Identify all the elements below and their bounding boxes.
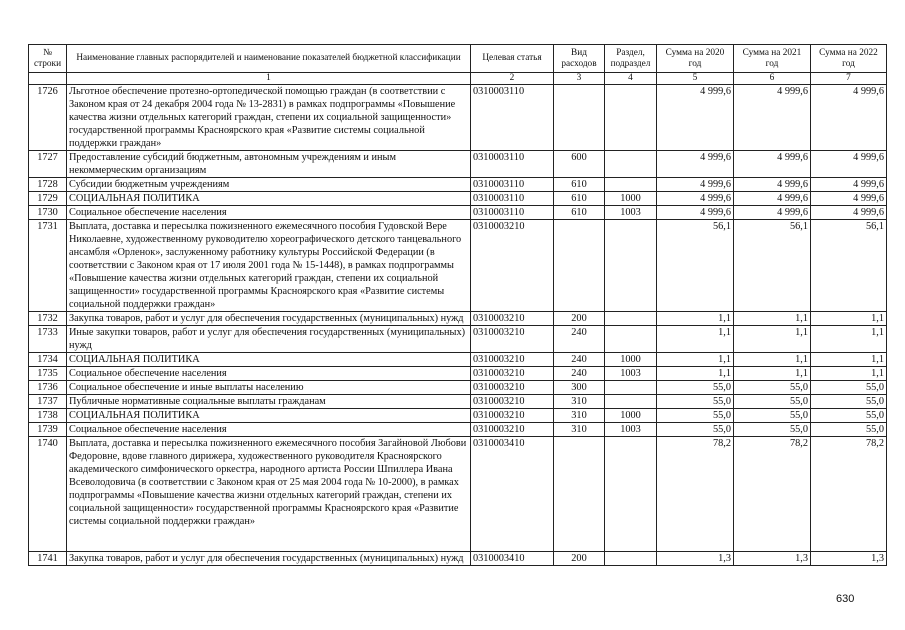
row-expense-type: 200 bbox=[554, 552, 605, 566]
row-target-code: 0310003410 bbox=[471, 437, 554, 552]
column-number: 3 bbox=[554, 73, 605, 85]
table-row bbox=[29, 381, 887, 395]
row-section bbox=[605, 381, 657, 395]
row-name: Социальное обеспечение и иные выплаты населению bbox=[67, 381, 471, 395]
row-number: 1739 bbox=[29, 423, 67, 437]
row-sum-2021: 56,1 bbox=[734, 220, 811, 312]
row-expense-type bbox=[554, 85, 605, 151]
row-name: Социальное обеспечение населения bbox=[67, 367, 471, 381]
row-number: 1729 bbox=[29, 192, 67, 206]
header-target: Целевая статья bbox=[471, 45, 554, 73]
row-section: 1003 bbox=[605, 423, 657, 437]
row-section: 1003 bbox=[605, 367, 657, 381]
row-sum-2022: 1,1 bbox=[811, 326, 887, 353]
row-number: 1735 bbox=[29, 367, 67, 381]
table-row bbox=[29, 423, 887, 437]
row-name: СОЦИАЛЬНАЯ ПОЛИТИКА bbox=[67, 409, 471, 423]
row-sum-2021: 4 999,6 bbox=[734, 178, 811, 192]
row-expense-type: 610 bbox=[554, 206, 605, 220]
row-sum-2022: 55,0 bbox=[811, 423, 887, 437]
row-sum-2020: 4 999,6 bbox=[657, 206, 734, 220]
row-name: Закупка товаров, работ и услуг для обеспечения государственных (муниципальных) нужд bbox=[67, 312, 471, 326]
row-target-code: 0310003210 bbox=[471, 423, 554, 437]
row-sum-2021: 78,2 bbox=[734, 437, 811, 552]
column-number: 6 bbox=[734, 73, 811, 85]
row-sum-2022: 55,0 bbox=[811, 395, 887, 409]
row-section: 1003 bbox=[605, 206, 657, 220]
row-expense-type: 300 bbox=[554, 381, 605, 395]
row-section: 1000 bbox=[605, 192, 657, 206]
row-sum-2020: 56,1 bbox=[657, 220, 734, 312]
row-sum-2022: 55,0 bbox=[811, 409, 887, 423]
row-sum-2020: 1,1 bbox=[657, 326, 734, 353]
row-number: 1728 bbox=[29, 178, 67, 192]
header-sum-2021: Сумма на 2021 год bbox=[734, 45, 811, 73]
table-row bbox=[29, 85, 887, 151]
row-section bbox=[605, 220, 657, 312]
row-target-code: 0310003210 bbox=[471, 409, 554, 423]
row-target-code: 0310003210 bbox=[471, 312, 554, 326]
row-section bbox=[605, 151, 657, 178]
row-sum-2022: 4 999,6 bbox=[811, 178, 887, 192]
column-number: 2 bbox=[471, 73, 554, 85]
row-sum-2021: 4 999,6 bbox=[734, 151, 811, 178]
row-sum-2020: 1,1 bbox=[657, 312, 734, 326]
row-target-code: 0310003110 bbox=[471, 206, 554, 220]
table-row bbox=[29, 552, 887, 566]
page-number: 630 bbox=[836, 593, 855, 605]
row-number: 1732 bbox=[29, 312, 67, 326]
row-sum-2022: 4 999,6 bbox=[811, 192, 887, 206]
row-expense-type: 610 bbox=[554, 178, 605, 192]
row-sum-2020: 78,2 bbox=[657, 437, 734, 552]
row-name: Публичные нормативные социальные выплаты гражданам bbox=[67, 395, 471, 409]
row-section bbox=[605, 437, 657, 552]
row-section bbox=[605, 178, 657, 192]
header-name: Наименование главных распорядителей и наименование показателей бюджетной классификации bbox=[67, 45, 471, 73]
row-sum-2021: 55,0 bbox=[734, 423, 811, 437]
row-sum-2020: 1,1 bbox=[657, 367, 734, 381]
row-sum-2020: 1,3 bbox=[657, 552, 734, 566]
row-expense-type: 310 bbox=[554, 409, 605, 423]
row-sum-2020: 4 999,6 bbox=[657, 151, 734, 178]
row-sum-2020: 4 999,6 bbox=[657, 178, 734, 192]
row-name: Выплата, доставка и пересылка пожизненного ежемесячного пособия Гудовской Вере Николаевне, художественному руководителю хореографического детского танцевального ансамбля «Орленок», заслуженному работнику культуры Российской Федерации (в соответствии с Законом края от 17 июля 2001 года № 15-1448), в рамках подпрограммы «Повышение качества жизни отдельных категорий граждан, степени их социальной защищенности» государственной программы Красноярского края «Развитие системы социальной поддержки граждан» bbox=[67, 220, 471, 312]
row-name: Социальное обеспечение населения bbox=[67, 423, 471, 437]
table-row bbox=[29, 206, 887, 220]
row-sum-2022: 4 999,6 bbox=[811, 151, 887, 178]
table-row bbox=[29, 326, 887, 353]
header-expense-type: Вид расходов bbox=[554, 45, 605, 73]
row-sum-2021: 4 999,6 bbox=[734, 206, 811, 220]
row-sum-2020: 1,1 bbox=[657, 353, 734, 367]
row-sum-2021: 1,1 bbox=[734, 312, 811, 326]
table-row bbox=[29, 192, 887, 206]
row-sum-2021: 1,1 bbox=[734, 353, 811, 367]
table-body bbox=[29, 85, 887, 566]
table-row bbox=[29, 409, 887, 423]
row-number: 1733 bbox=[29, 326, 67, 353]
column-numbers-row bbox=[29, 73, 887, 85]
row-target-code: 0310003210 bbox=[471, 367, 554, 381]
table-row bbox=[29, 367, 887, 381]
row-sum-2021: 4 999,6 bbox=[734, 192, 811, 206]
row-section: 1000 bbox=[605, 353, 657, 367]
row-sum-2021: 4 999,6 bbox=[734, 85, 811, 151]
budget-sheet bbox=[28, 44, 887, 566]
row-expense-type: 240 bbox=[554, 326, 605, 353]
row-sum-2022: 1,3 bbox=[811, 552, 887, 566]
row-sum-2020: 55,0 bbox=[657, 381, 734, 395]
row-expense-type: 310 bbox=[554, 423, 605, 437]
row-sum-2021: 55,0 bbox=[734, 381, 811, 395]
row-target-code: 0310003210 bbox=[471, 381, 554, 395]
column-number: 4 bbox=[605, 73, 657, 85]
row-sum-2021: 1,1 bbox=[734, 326, 811, 353]
row-target-code: 0310003110 bbox=[471, 151, 554, 178]
row-expense-type: 240 bbox=[554, 367, 605, 381]
row-sum-2020: 4 999,6 bbox=[657, 192, 734, 206]
header-sum-2020: Сумма на 2020 год bbox=[657, 45, 734, 73]
row-number: 1727 bbox=[29, 151, 67, 178]
row-name: Социальное обеспечение населения bbox=[67, 206, 471, 220]
row-expense-type bbox=[554, 437, 605, 552]
row-sum-2022: 56,1 bbox=[811, 220, 887, 312]
row-target-code: 0310003210 bbox=[471, 220, 554, 312]
table-row bbox=[29, 178, 887, 192]
row-sum-2020: 55,0 bbox=[657, 423, 734, 437]
row-expense-type: 310 bbox=[554, 395, 605, 409]
row-sum-2022: 1,1 bbox=[811, 312, 887, 326]
row-sum-2022: 4 999,6 bbox=[811, 206, 887, 220]
row-sum-2022: 55,0 bbox=[811, 381, 887, 395]
table-row bbox=[29, 395, 887, 409]
column-number bbox=[29, 73, 67, 85]
column-number: 7 bbox=[811, 73, 887, 85]
row-sum-2021: 55,0 bbox=[734, 409, 811, 423]
column-number: 5 bbox=[657, 73, 734, 85]
column-number: 1 bbox=[67, 73, 471, 85]
row-number: 1741 bbox=[29, 552, 67, 566]
row-number: 1731 bbox=[29, 220, 67, 312]
row-expense-type: 600 bbox=[554, 151, 605, 178]
row-sum-2020: 55,0 bbox=[657, 395, 734, 409]
table-row bbox=[29, 437, 887, 552]
row-sum-2022: 1,1 bbox=[811, 367, 887, 381]
row-section bbox=[605, 552, 657, 566]
row-name: Иные закупки товаров, работ и услуг для обеспечения государственных (муниципальных) нужд bbox=[67, 326, 471, 353]
row-sum-2022: 78,2 bbox=[811, 437, 887, 552]
row-number: 1730 bbox=[29, 206, 67, 220]
row-section bbox=[605, 85, 657, 151]
row-expense-type: 610 bbox=[554, 192, 605, 206]
table-row bbox=[29, 151, 887, 178]
row-name: Выплата, доставка и пересылка пожизненного ежемесячного пособия Загайновой Любови Федоровне, вдове главного дирижера, художественного руководителя Красноярского академического симфонического оркестра, народного артиста России Шпиллера Ивана Всеволодовича (в соответствии с Законом края от 25 мая 2004 года № 10-2000), в рамках подпрограммы «Повышение качества жизни отдельных категорий граждан, степени их социальной защищенности» государственной программы Красноярского края «Развитие системы социальной поддержки граждан» bbox=[67, 437, 471, 552]
row-expense-type: 200 bbox=[554, 312, 605, 326]
row-name: Закупка товаров, работ и услуг для обеспечения государственных (муниципальных) нужд bbox=[67, 552, 471, 566]
row-target-code: 0310003210 bbox=[471, 353, 554, 367]
header-row bbox=[29, 45, 887, 73]
budget-table bbox=[28, 44, 887, 566]
row-name: СОЦИАЛЬНАЯ ПОЛИТИКА bbox=[67, 353, 471, 367]
table-row bbox=[29, 353, 887, 367]
row-target-code: 0310003410 bbox=[471, 552, 554, 566]
row-number: 1726 bbox=[29, 85, 67, 151]
row-section: 1000 bbox=[605, 409, 657, 423]
row-target-code: 0310003210 bbox=[471, 326, 554, 353]
row-expense-type: 240 bbox=[554, 353, 605, 367]
row-sum-2021: 55,0 bbox=[734, 395, 811, 409]
row-name: СОЦИАЛЬНАЯ ПОЛИТИКА bbox=[67, 192, 471, 206]
table-row bbox=[29, 220, 887, 312]
row-target-code: 0310003110 bbox=[471, 192, 554, 206]
header-sum-2022: Сумма на 2022 год bbox=[811, 45, 887, 73]
row-section bbox=[605, 312, 657, 326]
row-sum-2022: 1,1 bbox=[811, 353, 887, 367]
row-section bbox=[605, 326, 657, 353]
row-target-code: 0310003210 bbox=[471, 395, 554, 409]
row-name: Льготное обеспечение протезно-ортопедической помощью граждан (в соответствии с Законом края от 24 декабря 2004 года № 13-2831) в рамках подпрограммы «Повышение качества жизни отдельных категорий граждан, степени их социальной защищенности» государственной программы Красноярского края «Развитие системы социальной поддержки граждан» bbox=[67, 85, 471, 151]
row-sum-2021: 1,1 bbox=[734, 367, 811, 381]
row-number: 1736 bbox=[29, 381, 67, 395]
row-sum-2022: 4 999,6 bbox=[811, 85, 887, 151]
row-name: Субсидии бюджетным учреждениям bbox=[67, 178, 471, 192]
row-number: 1740 bbox=[29, 437, 67, 552]
row-expense-type bbox=[554, 220, 605, 312]
row-name: Предоставление субсидий бюджетным, автономным учреждениям и иным некоммерческим организациям bbox=[67, 151, 471, 178]
header-section: Раздел, подраздел bbox=[605, 45, 657, 73]
row-sum-2020: 4 999,6 bbox=[657, 85, 734, 151]
row-target-code: 0310003110 bbox=[471, 178, 554, 192]
row-section bbox=[605, 395, 657, 409]
row-number: 1738 bbox=[29, 409, 67, 423]
header-row-no: № строки bbox=[29, 45, 67, 73]
row-sum-2020: 55,0 bbox=[657, 409, 734, 423]
row-number: 1734 bbox=[29, 353, 67, 367]
row-number: 1737 bbox=[29, 395, 67, 409]
row-target-code: 0310003110 bbox=[471, 85, 554, 151]
table-row bbox=[29, 312, 887, 326]
row-sum-2021: 1,3 bbox=[734, 552, 811, 566]
